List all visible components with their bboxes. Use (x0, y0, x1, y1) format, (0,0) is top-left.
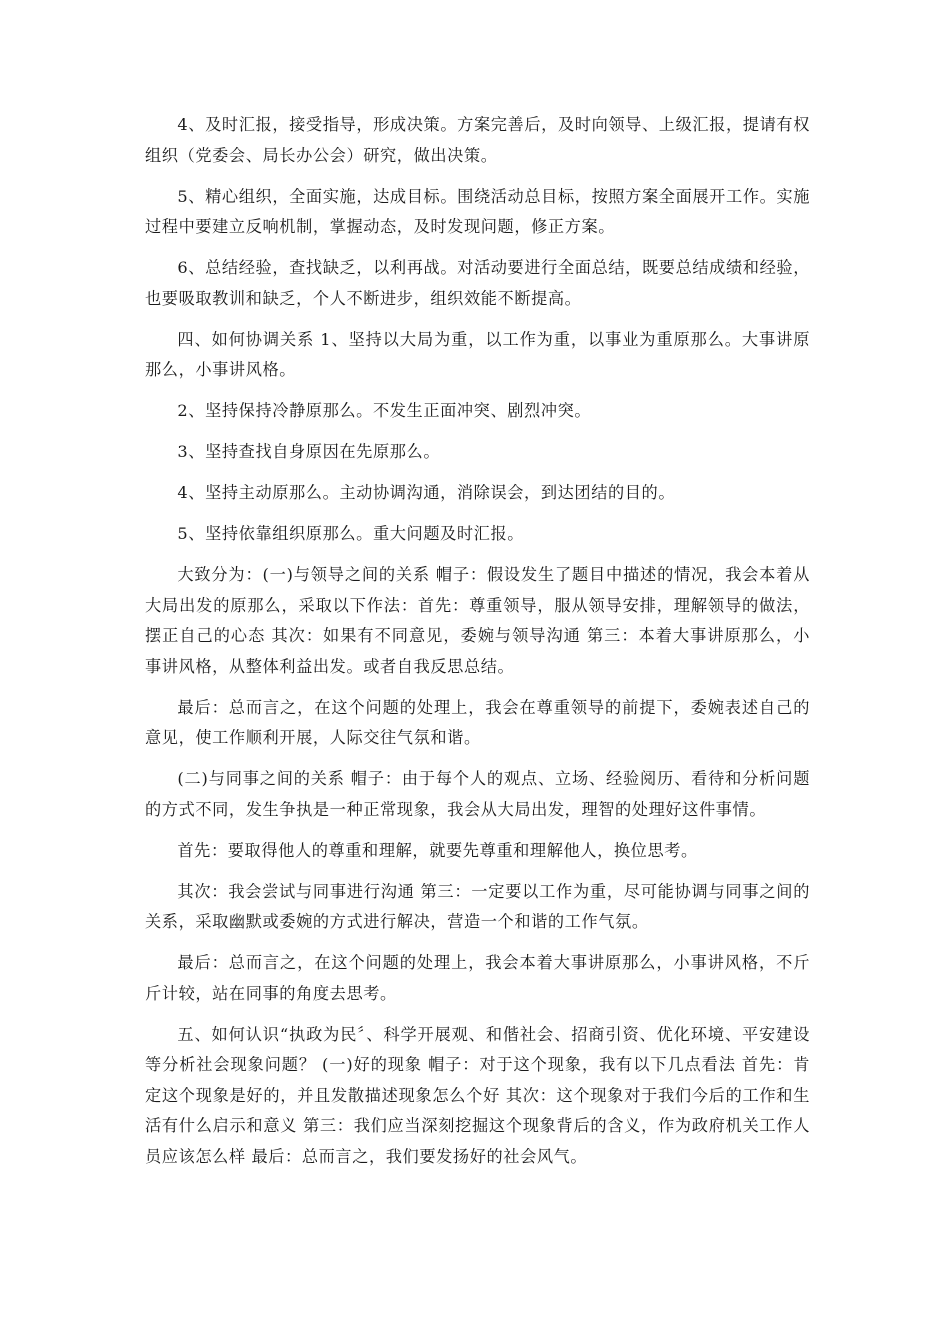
paragraph-proactive: 4、坚持主动原那么。主动协调沟通，消除误会，到达团结的目的。 (177, 483, 676, 502)
paragraph-rely-on-organization: 5、坚持依靠组织原那么。重大问题及时汇报。 (177, 524, 525, 543)
paragraph-colleague-first: 首先：要取得他人的尊重和理解，就要先尊重和理解他人，换位思考。 (177, 840, 698, 860)
paragraph-report-decision: 4、及时汇报，接受指导，形成决策。方案完善后，及时向领导、上级汇报，提请有权组织（党委会、局长办公会）研究，做出决策。 (145, 115, 810, 165)
paragraph-social-phenomena: 五、如何认识“执政为民〞、科学开展观、和偕社会、招商引资、优化环境、平安建设等分析社会现象问题？ (一)好的现象 帽子：对于这个现象，我有以下几点看法 首先：肯定这个现象是好的，并且发散描述现象怎么个好 其次：这个现象对于我们今后的工作和生活有什么启示和意义 第三：我们应当深刻挖掘这个现象背后的含义，作为政府机关工作人员应该怎么样 最后：总而言之，我们要发扬好的社会风气。 (145, 1024, 810, 1166)
paragraph-self-reflection: 3、坚持查找自身原因在先原那么。 (177, 442, 441, 461)
paragraph-summarize-experience: 6、总结经验，查找缺乏，以利再战。对活动要进行全面总结，既要总结成绩和经验，也要吸取教训和缺乏，个人不断进步，组织效能不断提高。 (145, 258, 810, 308)
paragraph-organize-implement: 5、精心组织，全面实施，达成目标。围绕活动总目标，按照方案全面展开工作。实施过程中要建立反响机制，掌握动态，及时发现问题，修正方案。 (145, 186, 810, 236)
paragraph-coordinate-relations: 四、如何协调关系 1、坚持以大局为重，以工作为重，以事业为重原那么。大事讲原那么，小事讲风格。 (145, 329, 810, 379)
paragraph-colleague-conclusion: 最后：总而言之，在这个问题的处理上，我会本着大事讲原那么，小事讲风格，不斤斤计较，站在同事的角度去思考。 (145, 953, 810, 1003)
paragraph-colleague-relations: (二)与同事之间的关系 帽子：由于每个人的观点、立场、经验阅历、看待和分析问题的方式不同，发生争执是一种正常现象，我会从大局出发，理智的处理好这件事情。 (145, 769, 810, 819)
paragraph-leader-conclusion: 最后：总而言之，在这个问题的处理上，我会在尊重领导的前提下，委婉表述自己的意见，使工作顺利开展，人际交往气氛和谐。 (145, 697, 810, 747)
paragraph-colleague-second: 其次：我会尝试与同事进行沟通 第三：一定要以工作为重，尽可能协调与同事之间的关系，采取幽默或委婉的方式进行解决，营造一个和谐的工作气氛。 (145, 881, 810, 931)
paragraph-stay-calm: 2、坚持保持冷静原那么。不发生正面冲突、剧烈冲突。 (177, 401, 592, 420)
paragraph-leader-relations: 大致分为：(一)与领导之间的关系 帽子：假设发生了题目中描述的情况，我会本着从大局出发的原那么，采取以下作法：首先：尊重领导，服从领导安排，理解领导的做法，摆正自己的心态 其次：如果有不同意见，委婉与领导沟通 第三：本着大事讲原那么，小事讲风格，从整体利益出发。或者自我反思总结。 (145, 565, 810, 676)
document-page (145, 110, 810, 1183)
